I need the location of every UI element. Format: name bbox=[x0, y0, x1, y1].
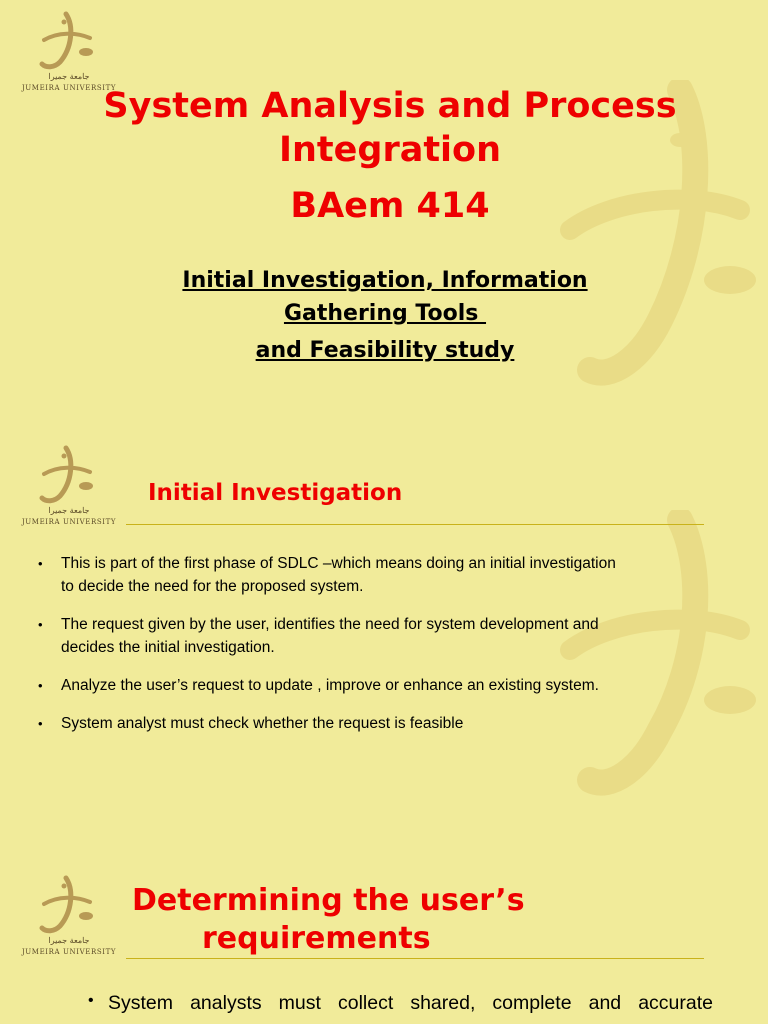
bullet-icon: • bbox=[38, 617, 43, 632]
list-item: • Analyze the user’s request to update , improve or enhance an existing system. bbox=[36, 674, 696, 697]
university-logo bbox=[14, 444, 124, 534]
university-logo bbox=[14, 874, 124, 964]
subtitle-line-3: and Feasibility study bbox=[255, 338, 515, 363]
subtitle-line-2: Gathering Tools bbox=[283, 301, 487, 326]
bullet-text: System analysts must collect shared, complete and accurate bbox=[108, 992, 713, 1014]
presentation-subtitle bbox=[90, 264, 680, 330]
subtitle-line-1: Initial Investigation, Information bbox=[182, 268, 588, 293]
logo-arabic-text: جامعة جميرا bbox=[48, 506, 90, 515]
list-item: • The request given by the user, identifies the need for system development and decides the initial investigation. bbox=[36, 613, 696, 659]
list-item bbox=[88, 992, 713, 1015]
section-heading: Initial Investigation bbox=[148, 480, 403, 506]
logo-arabic-text: جامعة جميرا bbox=[48, 936, 90, 945]
logo-english-text: JUMEIRA UNIVERSITY bbox=[21, 84, 117, 92]
heading-line-1: Determining the user’s bbox=[132, 883, 525, 918]
logo-arabic-text: جامعة جميرا bbox=[48, 72, 90, 81]
bullet-list bbox=[36, 552, 696, 750]
section-heading bbox=[132, 882, 525, 958]
bullet-icon: • bbox=[38, 716, 43, 731]
title-line-1: System Analysis and Process bbox=[103, 86, 677, 126]
bullet-icon: • bbox=[88, 992, 94, 1009]
title-slide bbox=[0, 0, 768, 430]
logo-english-text: JUMEIRA UNIVERSITY bbox=[21, 518, 117, 526]
heading-rule bbox=[126, 958, 704, 959]
heading-line-2: requirements bbox=[202, 921, 431, 956]
logo-english-text: JUMEIRA UNIVERSITY bbox=[21, 948, 117, 956]
heading-rule bbox=[126, 524, 704, 525]
list-item: • This is part of the first phase of SDLC –which means doing an initial investigation to decide the need for the proposed system. bbox=[36, 552, 696, 598]
title-line-2: Integration bbox=[278, 130, 502, 170]
presentation-title bbox=[40, 84, 740, 228]
bullet-icon: • bbox=[38, 678, 43, 693]
course-code: BAem 414 bbox=[290, 186, 490, 226]
bullet-icon: • bbox=[38, 556, 43, 571]
initial-investigation-slide bbox=[0, 430, 768, 830]
list-item: • System analyst must check whether the request is feasible bbox=[36, 712, 696, 735]
user-requirements-slide bbox=[0, 830, 768, 1024]
